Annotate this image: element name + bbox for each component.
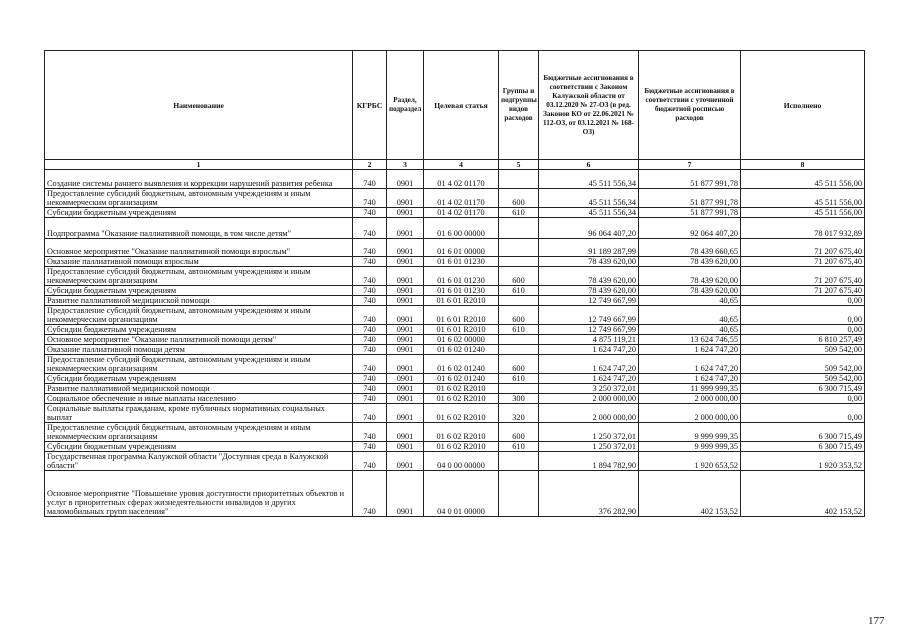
row-expense-group: 610 [499, 374, 539, 384]
row-executed-amount: 509 542,00 [741, 355, 865, 374]
row-target-article: 01 6 02 00000 [424, 335, 499, 345]
table-row [45, 218, 865, 239]
row-assigned-amount: 96 064 407,20 [539, 218, 639, 239]
row-name: Оказание паллиативной помощи детям [45, 345, 353, 355]
row-expense-group: 610 [499, 286, 539, 296]
row-assigned-amount: 12 749 667,99 [539, 306, 639, 325]
header-assigned: Бюджетные ассигнования в соответствии с Законом Калужской области от 03.12.2020 № 27-ОЗ (в ред. Законов КО от 22.06.2021 № 112-ОЗ, от 03.12.2021 № 168-ОЗ) [539, 51, 639, 160]
row-section: 0901 [387, 239, 424, 257]
row-executed-amount: 6 300 715,49 [741, 442, 865, 452]
row-section: 0901 [387, 394, 424, 404]
budget-table [44, 50, 865, 517]
column-number: 8 [741, 160, 865, 170]
row-executed-amount: 1 920 353,52 [741, 452, 865, 471]
header-name: Наименование [45, 51, 353, 160]
row-expense-group: 320 [499, 404, 539, 423]
header-group: Группы и подгруппы видов расходов [499, 51, 539, 160]
row-kgrbs: 740 [353, 325, 387, 335]
row-assigned-amount: 12 749 667,99 [539, 325, 639, 335]
row-section: 0901 [387, 442, 424, 452]
row-name: Субсидии бюджетным учреждениям [45, 325, 353, 335]
row-executed-amount: 78 017 932,89 [741, 218, 865, 239]
table-row [45, 374, 865, 384]
row-executed-amount: 45 511 556,00 [741, 170, 865, 189]
row-target-article: 01 6 02 01240 [424, 355, 499, 374]
row-executed-amount: 6 300 715,49 [741, 384, 865, 394]
row-expense-group: 300 [499, 394, 539, 404]
row-kgrbs: 740 [353, 394, 387, 404]
row-assigned-amount: 2 000 000,00 [539, 404, 639, 423]
table-row [45, 170, 865, 189]
row-kgrbs: 740 [353, 345, 387, 355]
row-expense-group [499, 345, 539, 355]
table-row [45, 335, 865, 345]
table-row [45, 471, 865, 517]
row-executed-amount: 71 207 675,40 [741, 267, 865, 286]
row-assigned-amount: 78 439 620,00 [539, 257, 639, 267]
row-kgrbs: 740 [353, 306, 387, 325]
row-expense-group: 610 [499, 442, 539, 452]
header-target: Целевая статья [424, 51, 499, 160]
row-executed-amount: 71 207 675,40 [741, 257, 865, 267]
row-executed-amount: 45 511 556,00 [741, 208, 865, 218]
row-name: Субсидии бюджетным учреждениям [45, 286, 353, 296]
row-executed-amount: 0,00 [741, 404, 865, 423]
column-number: 6 [539, 160, 639, 170]
row-assigned-amount: 78 439 620,00 [539, 286, 639, 296]
row-name: Субсидии бюджетным учреждениям [45, 374, 353, 384]
row-kgrbs: 740 [353, 471, 387, 517]
row-refined-amount: 92 064 407,20 [639, 218, 741, 239]
row-name: Предоставление субсидий бюджетным, автономным учреждениям и иным некоммерческим организациям [45, 189, 353, 208]
row-name: Создание системы раннего выявления и коррекции нарушений развития ребенка [45, 170, 353, 189]
row-kgrbs: 740 [353, 335, 387, 345]
row-section: 0901 [387, 452, 424, 471]
row-kgrbs: 740 [353, 189, 387, 208]
row-kgrbs: 740 [353, 296, 387, 306]
row-refined-amount: 1 624 747,20 [639, 355, 741, 374]
row-refined-amount: 78 439 660,65 [639, 239, 741, 257]
row-assigned-amount: 1 894 782,90 [539, 452, 639, 471]
table-row [45, 345, 865, 355]
row-section: 0901 [387, 404, 424, 423]
row-kgrbs: 740 [353, 442, 387, 452]
row-refined-amount: 78 439 620,00 [639, 257, 741, 267]
row-kgrbs: 740 [353, 452, 387, 471]
row-executed-amount: 402 153,52 [741, 471, 865, 517]
row-target-article: 01 6 01 00000 [424, 239, 499, 257]
row-section: 0901 [387, 423, 424, 442]
row-executed-amount: 0,00 [741, 296, 865, 306]
table-row [45, 325, 865, 335]
row-refined-amount: 11 999 999,35 [639, 384, 741, 394]
row-section: 0901 [387, 345, 424, 355]
row-kgrbs: 740 [353, 374, 387, 384]
row-target-article: 01 6 02 R2010 [424, 423, 499, 442]
header-kgrbs: КГРБС [353, 51, 387, 160]
row-refined-amount: 1 624 747,20 [639, 374, 741, 384]
row-name: Субсидии бюджетным учреждениям [45, 442, 353, 452]
row-target-article: 01 6 02 R2010 [424, 394, 499, 404]
row-kgrbs: 740 [353, 239, 387, 257]
row-assigned-amount: 45 511 556,34 [539, 189, 639, 208]
row-name: Предоставление субсидий бюджетным, автономным учреждениям и иным некоммерческим организациям [45, 306, 353, 325]
row-target-article: 01 6 01 R2010 [424, 296, 499, 306]
row-assigned-amount: 376 282,90 [539, 471, 639, 517]
header-executed: Исполнено [741, 51, 865, 160]
row-target-article: 01 6 00 00000 [424, 218, 499, 239]
row-name: Подпрограмма "Оказание паллиативной помощи, в том числе детям" [45, 218, 353, 239]
row-executed-amount: 71 207 675,40 [741, 286, 865, 296]
column-number: 2 [353, 160, 387, 170]
row-kgrbs: 740 [353, 286, 387, 296]
row-name: Развитие паллиативной медицинской помощи [45, 296, 353, 306]
row-section: 0901 [387, 218, 424, 239]
row-target-article: 01 6 01 R2010 [424, 306, 499, 325]
row-assigned-amount: 1 250 372,01 [539, 423, 639, 442]
row-assigned-amount: 78 439 620,00 [539, 267, 639, 286]
row-executed-amount: 71 207 675,40 [741, 239, 865, 257]
row-refined-amount: 1 920 653,52 [639, 452, 741, 471]
table-row [45, 267, 865, 286]
row-expense-group: 600 [499, 267, 539, 286]
row-expense-group [499, 471, 539, 517]
row-executed-amount: 0,00 [741, 306, 865, 325]
row-target-article: 01 6 01 R2010 [424, 325, 499, 335]
row-refined-amount: 13 624 746,55 [639, 335, 741, 345]
row-kgrbs: 740 [353, 423, 387, 442]
row-target-article: 01 6 01 01230 [424, 267, 499, 286]
header-row [45, 51, 865, 160]
table-row [45, 296, 865, 306]
row-assigned-amount: 1 624 747,20 [539, 345, 639, 355]
row-name: Предоставление субсидий бюджетным, автономным учреждениям и иным некоммерческим организациям [45, 423, 353, 442]
row-expense-group: 600 [499, 423, 539, 442]
row-assigned-amount: 1 624 747,20 [539, 374, 639, 384]
row-assigned-amount: 1 250 372,01 [539, 442, 639, 452]
header-section: Раздел, подраздел [387, 51, 424, 160]
row-expense-group [499, 257, 539, 267]
row-refined-amount: 51 877 991,78 [639, 170, 741, 189]
row-expense-group: 600 [499, 189, 539, 208]
row-refined-amount: 9 999 999,35 [639, 423, 741, 442]
row-name: Предоставление субсидий бюджетным, автономным учреждениям и иным некоммерческим организациям [45, 267, 353, 286]
row-section: 0901 [387, 189, 424, 208]
table-row [45, 384, 865, 394]
row-assigned-amount: 3 250 372,01 [539, 384, 639, 394]
row-section: 0901 [387, 296, 424, 306]
table-row [45, 394, 865, 404]
table-row [45, 355, 865, 374]
row-target-article: 01 6 02 01240 [424, 374, 499, 384]
table-body [45, 170, 865, 517]
row-expense-group [499, 170, 539, 189]
row-section: 0901 [387, 306, 424, 325]
table-row [45, 423, 865, 442]
row-target-article: 04 0 00 00000 [424, 452, 499, 471]
row-refined-amount: 2 000 000,00 [639, 394, 741, 404]
row-expense-group [499, 452, 539, 471]
table-row [45, 257, 865, 267]
table-row [45, 286, 865, 296]
row-name: Основное мероприятие "Оказание паллиативной помощи детям" [45, 335, 353, 345]
row-target-article: 04 0 01 00000 [424, 471, 499, 517]
row-expense-group [499, 218, 539, 239]
row-assigned-amount: 1 624 747,20 [539, 355, 639, 374]
row-name: Развитие паллиативной медицинской помощи [45, 384, 353, 394]
row-name: Социальные выплаты гражданам, кроме публичных нормативных социальных выплат [45, 404, 353, 423]
column-number: 4 [424, 160, 499, 170]
row-refined-amount: 40,65 [639, 296, 741, 306]
table-row [45, 189, 865, 208]
table-row [45, 404, 865, 423]
row-expense-group: 600 [499, 355, 539, 374]
row-refined-amount: 78 439 620,00 [639, 286, 741, 296]
row-name: Предоставление субсидий бюджетным, автономным учреждениям и иным некоммерческим организациям [45, 355, 353, 374]
row-kgrbs: 740 [353, 257, 387, 267]
row-kgrbs: 740 [353, 208, 387, 218]
row-executed-amount: 6 300 715,49 [741, 423, 865, 442]
row-section: 0901 [387, 170, 424, 189]
table-row [45, 442, 865, 452]
column-number: 3 [387, 160, 424, 170]
row-refined-amount: 2 000 000,00 [639, 404, 741, 423]
row-kgrbs: 740 [353, 218, 387, 239]
row-section: 0901 [387, 384, 424, 394]
row-executed-amount: 45 511 556,00 [741, 189, 865, 208]
column-number: 7 [639, 160, 741, 170]
column-number-row [45, 160, 865, 170]
row-section: 0901 [387, 325, 424, 335]
row-target-article: 01 4 02 01170 [424, 208, 499, 218]
row-refined-amount: 40,65 [639, 306, 741, 325]
row-section: 0901 [387, 257, 424, 267]
row-target-article: 01 6 01 01230 [424, 286, 499, 296]
row-expense-group: 610 [499, 325, 539, 335]
row-target-article: 01 4 02 01170 [424, 189, 499, 208]
row-section: 0901 [387, 471, 424, 517]
row-section: 0901 [387, 355, 424, 374]
row-expense-group [499, 239, 539, 257]
column-number: 5 [499, 160, 539, 170]
row-executed-amount: 6 810 257,49 [741, 335, 865, 345]
row-target-article: 01 6 02 R2010 [424, 384, 499, 394]
row-section: 0901 [387, 335, 424, 345]
row-executed-amount: 509 542,00 [741, 374, 865, 384]
row-name: Субсидии бюджетным учреждениям [45, 208, 353, 218]
row-refined-amount: 402 153,52 [639, 471, 741, 517]
row-name: Государственная программа Калужской области "Доступная среда в Калужской области" [45, 452, 353, 471]
row-kgrbs: 740 [353, 404, 387, 423]
row-kgrbs: 740 [353, 267, 387, 286]
table-row [45, 306, 865, 325]
row-expense-group: 610 [499, 208, 539, 218]
row-name: Социальное обеспечение и иные выплаты населению [45, 394, 353, 404]
row-kgrbs: 740 [353, 170, 387, 189]
row-section: 0901 [387, 267, 424, 286]
row-target-article: 01 6 02 01240 [424, 345, 499, 355]
table-row [45, 239, 865, 257]
header-refined: Бюджетные ассигнования в соответствии с уточненной бюджетной росписью расходов [639, 51, 741, 160]
row-executed-amount: 0,00 [741, 394, 865, 404]
row-name: Основное мероприятие "Оказание паллиативной помощи взрослым" [45, 239, 353, 257]
row-target-article: 01 6 01 01230 [424, 257, 499, 267]
row-refined-amount: 51 877 991,78 [639, 208, 741, 218]
row-section: 0901 [387, 208, 424, 218]
row-assigned-amount: 91 189 287,99 [539, 239, 639, 257]
row-expense-group [499, 335, 539, 345]
row-refined-amount: 78 439 620,00 [639, 267, 741, 286]
row-expense-group [499, 296, 539, 306]
row-executed-amount: 0,00 [741, 325, 865, 335]
column-number: 1 [45, 160, 353, 170]
row-section: 0901 [387, 374, 424, 384]
row-assigned-amount: 2 000 000,00 [539, 394, 639, 404]
row-kgrbs: 740 [353, 384, 387, 394]
page-number: 177 [868, 615, 885, 627]
row-assigned-amount: 12 749 667,99 [539, 296, 639, 306]
row-executed-amount: 509 542,00 [741, 345, 865, 355]
row-expense-group: 600 [499, 306, 539, 325]
row-refined-amount: 9 999 999,35 [639, 442, 741, 452]
table-row [45, 208, 865, 218]
row-target-article: 01 6 02 R2010 [424, 404, 499, 423]
row-name: Оказание паллиативной помощи взрослым [45, 257, 353, 267]
row-kgrbs: 740 [353, 355, 387, 374]
row-assigned-amount: 4 875 119,21 [539, 335, 639, 345]
row-target-article: 01 4 02 01170 [424, 170, 499, 189]
row-expense-group [499, 384, 539, 394]
row-name: Основное мероприятие "Повышение уровня доступности приоритетных объектов и услуг в приоритетных сферах жизнедеятельности инвалидов и других маломобильных групп населения" [45, 471, 353, 517]
table-row [45, 452, 865, 471]
row-refined-amount: 40,65 [639, 325, 741, 335]
row-refined-amount: 51 877 991,78 [639, 189, 741, 208]
row-refined-amount: 1 624 747,20 [639, 345, 741, 355]
row-assigned-amount: 45 511 556,34 [539, 170, 639, 189]
row-section: 0901 [387, 286, 424, 296]
row-assigned-amount: 45 511 556,34 [539, 208, 639, 218]
row-target-article: 01 6 02 R2010 [424, 442, 499, 452]
